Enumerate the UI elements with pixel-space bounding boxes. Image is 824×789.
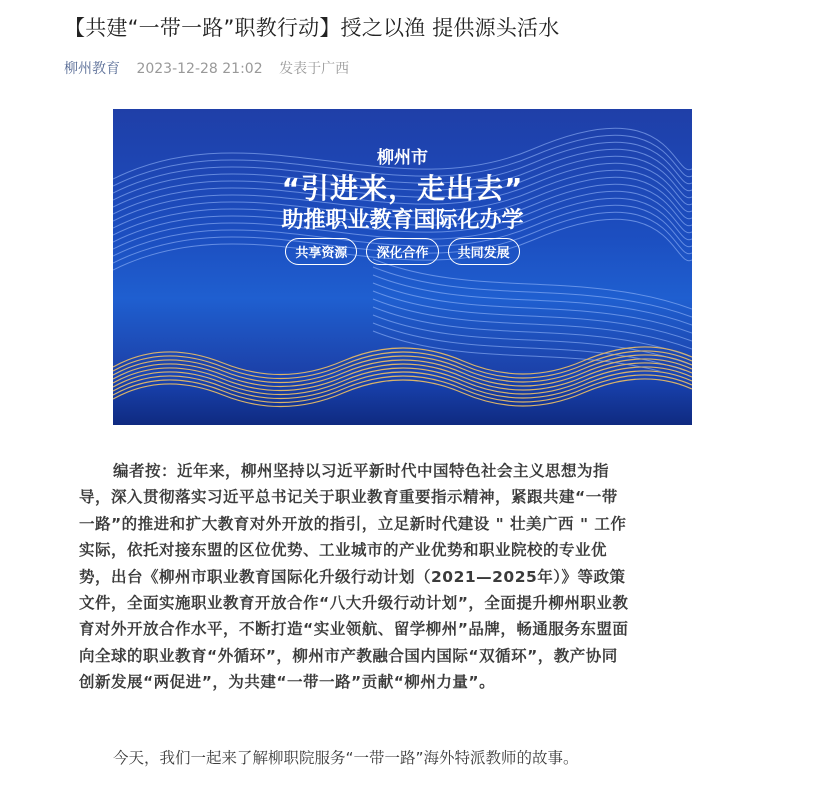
body-paragraph-text: 今天，我们一起来了解柳职院服务“一带一路”海外特派教师的故事。 <box>113 749 579 767</box>
publish-location: 发表于广西 <box>279 61 350 77</box>
banner-subtitle: 助推职业教育国际化办学 <box>281 208 524 233</box>
banner-slogan: “引进来，走出去” <box>281 172 524 205</box>
article-title: 【共建“一带一路”职教行动】授之以渔 提供源头活水 <box>64 16 560 40</box>
editor-note-paragraph <box>79 458 631 696</box>
banner-pills <box>113 238 692 265</box>
editor-note-text: 编者按：近年来，柳州坚持以习近平新时代中国特色社会主义思想为指导，深入贯彻落实习近平总书记关于职业教育重要指示精神，紧跟共建“一带一路”的推进和扩大教育对外开放的指引，立足新时代建设 " 壮美广西 " 工作实际，依托对接东盟的区位优势、工业城市的产业优势和职业院校的专业优势，出台《柳州市职业教育国际化升级行动计划（2021—2025年）》等政策文件，全面实施职业教育开放合作“八大升级行动计划”，全面提升柳州职业教育对外开放合作水平，不断打造“实业领航、留学柳州”品牌，畅通服务东盟面向全球的职业教育“外循环”，柳州市产教融合国内国际“双循环”，教产协同创新发展“两促进”，为共建“一带一路”贡献“柳州力量”。 <box>79 462 629 692</box>
banner-city: 柳州市 <box>377 148 428 168</box>
banner-pill: 共享资源 <box>285 238 357 265</box>
body-paragraph <box>79 745 631 771</box>
publish-time: 2023-12-28 21:02 <box>136 61 263 77</box>
banner-pill: 深化合作 <box>366 238 438 265</box>
article-meta <box>64 58 349 78</box>
banner-pill: 共同发展 <box>448 238 520 265</box>
article-banner-image <box>113 109 692 425</box>
author-link[interactable]: 柳州教育 <box>64 61 120 77</box>
